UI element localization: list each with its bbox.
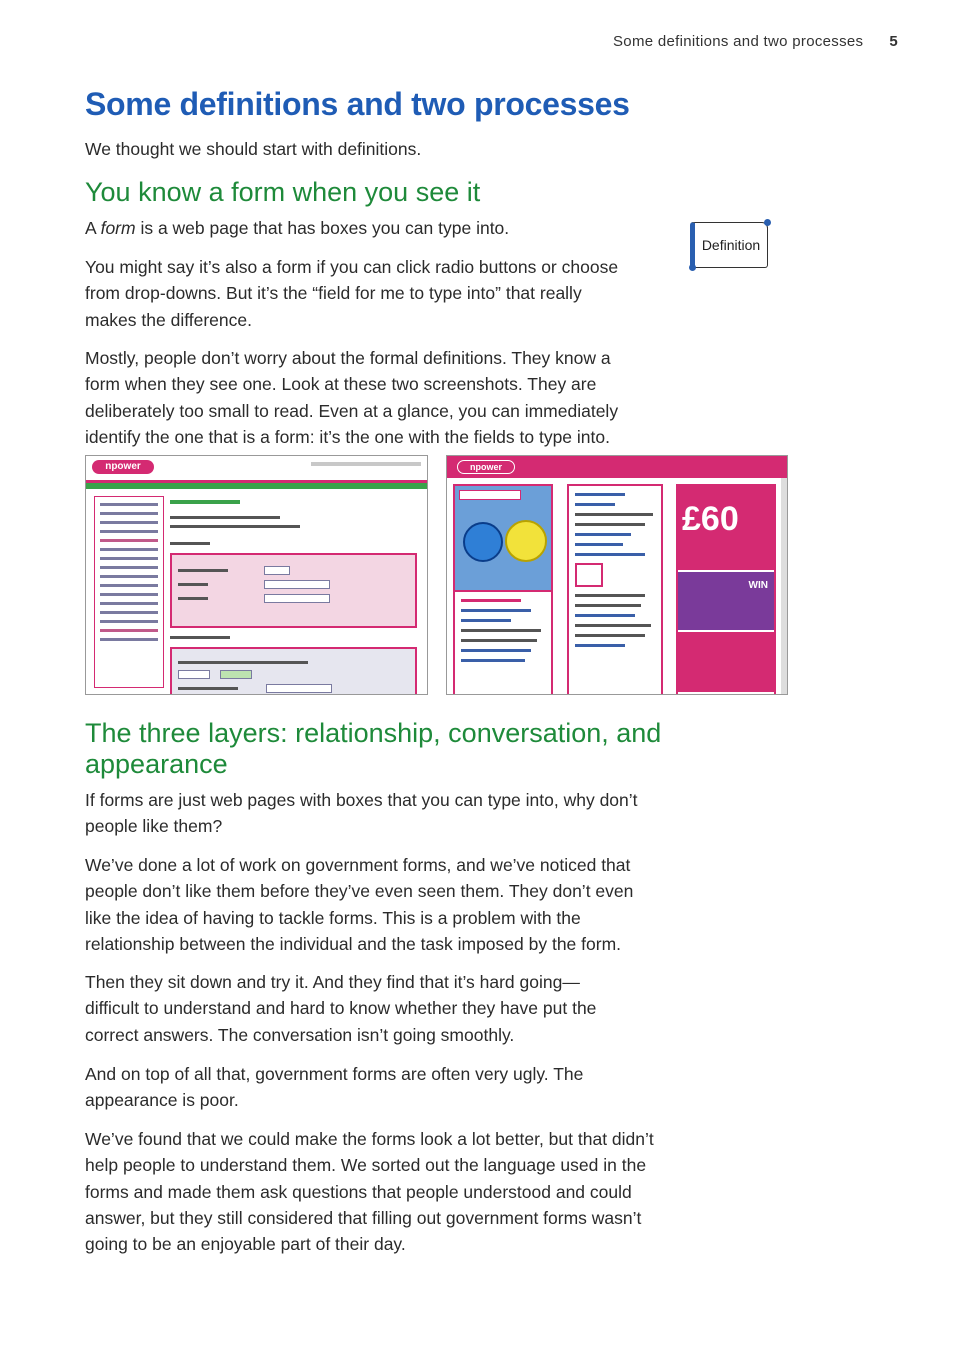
- promo-panel: [676, 484, 776, 695]
- screenshot-form-area: [170, 496, 417, 688]
- toplinks: [311, 462, 421, 466]
- mascot-panel: [453, 484, 553, 592]
- page-number: 5: [889, 33, 898, 50]
- screenshot-sidebar: [94, 496, 164, 688]
- running-title: Some definitions and two processes: [613, 33, 864, 50]
- section-heading-layers: The three layers: relationship, conversation, and appearance: [85, 718, 662, 779]
- definition-suffix: is a web page that has boxes you can type into.: [135, 218, 510, 238]
- definition-paragraph: [85, 215, 660, 241]
- intro-paragraph: We thought we should start with definitions.: [85, 139, 422, 159]
- paragraph-why: If forms are just web pages with boxes that you can type into, why don’t people like them?: [85, 790, 638, 837]
- promo-win: WIN: [748, 580, 768, 591]
- form-box-name: [170, 553, 417, 628]
- paragraph-appearance: And on top of all that, government forms are often very ugly. The appearance is poor.: [85, 1064, 584, 1111]
- paragraph-screenshots: Mostly, people don’t worry about the formal definitions. They know a form when they see one. Look at these two screenshots. They are deliberately too small to read. Even at a glance, you can immediately identify the one that is a form: it’s the one with the fields to type into.: [85, 348, 619, 447]
- supply-panel: [567, 484, 663, 695]
- form-box-contact: [170, 647, 417, 695]
- definition-prefix: A: [85, 218, 101, 238]
- screenshot2-topbar: [447, 456, 787, 478]
- business-panel: [453, 590, 553, 695]
- paragraph-conversation: Then they sit down and try it. And they find that it’s hard going—difficult to understand and hard to know whether they have put the correct answers. The conversation isn’t going smoothly.: [85, 972, 597, 1045]
- scrollbar: [781, 478, 787, 694]
- paragraph-language: We’ve found that we could make the forms look a lot better, but that didn’t help people to understand them. We sorted out the language used in the forms and made them ask questions that people understood and could answer, but they still considered that filling out government forms wasn’t going to be an enjoyable part of their day.: [85, 1129, 654, 1255]
- paragraph-radio-buttons: You might say it’s also a form if you can click radio buttons or choose from drop-downs. But it’s the “field for me to type into” that really makes the difference.: [85, 257, 619, 330]
- section-heading-form: You know a form when you see it: [85, 177, 481, 207]
- npower-logo: npower: [92, 460, 154, 474]
- definition-tag: [690, 222, 768, 268]
- definition-term: form: [100, 218, 136, 238]
- green-bar: [86, 483, 427, 489]
- screenshot-topbar: [86, 456, 427, 483]
- promo-sixty: £60: [682, 500, 739, 538]
- definition-tag-label: Definition: [701, 237, 761, 253]
- screenshot-homepage: [446, 455, 788, 695]
- npower-logo-2: npower: [457, 460, 515, 474]
- page-title: Some definitions and two processes: [85, 86, 630, 122]
- paragraph-relationship: We’ve done a lot of work on government forms, and we’ve noticed that people don’t like them before they’ve even seen them. They don’t even like the idea of having to tackle forms. This is a problem with the relationship between the individual and the task imposed by the form.: [85, 855, 634, 954]
- running-header: [613, 33, 898, 50]
- screenshot-form: [85, 455, 428, 695]
